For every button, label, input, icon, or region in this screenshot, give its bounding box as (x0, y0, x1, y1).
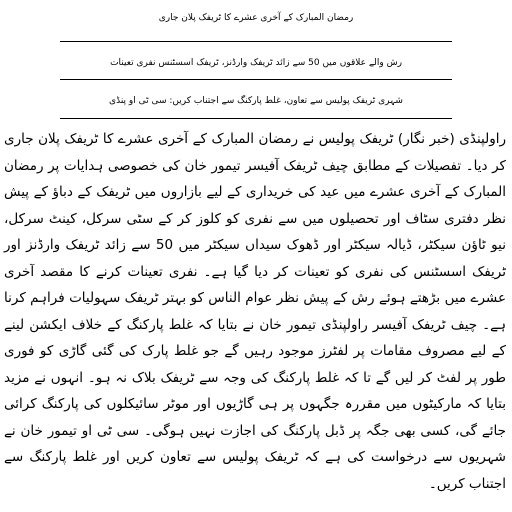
headline-main: رمضان المبارک کے آخری عشرے کا ٹریفک پلان جاری (158, 13, 354, 23)
article-paragraph: راولپنڈی (خبر نگار) ٹریفک پولیس نے رمضان المبارک کے آخری عشرے کا ٹریفک پلان جاری کر دیا۔ تفصیلات کے مطابق چیف ٹریفک آفیسر تیمور خان کی خصوصی ہدایات پر رمضان المبارک کے آخری عشرے میں عید کی خریداری کے لیے بازاروں میں ٹریفک کے دباؤ کے پیش نظر دفتری سٹاف اور تحصیلوں میں سے نفری کو کلوز کر کے سٹی سرکل، کینٹ سرکل، نیو ٹاؤن سیکٹر، ڈیالہ سیکٹر اور ڈھوک سیداں سیکٹر میں 50 سے زائد ٹریفک وارڈنز اور ٹریفک اسسٹنس کی نفری کو تعینات کر دیا گیا ہے۔ نفری تعینات کرنے کا مقصد آخری عشرے میں بڑھتے ہوئے رش کے پیش نظر عوام الناس کو بہتر ٹریفک سہولیات فراہم کرنا ہے۔ چیف ٹریفک آفیسر راولپنڈی تیمور خان نے بتایا کہ غلط پارکنگ کے خلاف ایکشن لینے کے لیے مصروف مقامات پر لفٹرز موجود رہیں گے جو غلط پارک کی گئی گاڑی کو فوری طور پر لفٹ کر لیں گے تا کہ غلط پارکنگ کی وجہ سے ٹریفک بلاک نہ ہو۔ انہوں نے مزید بتایا کہ مارکیٹوں میں مقررہ جگہوں پر ہی گاڑیوں اور موٹر سائیکلوں کی پارکنگ کرائی جائے گی، کسی بھی جگہ پر ڈبل پارکنگ کی اجازت نہیں ہوگی۔ سی ٹی او تیمور خان نے شہریوں سے درخواست کی ہے کہ ٹریفک پولیس سے تعاون کریں اور غلط پارکنگ سے اجتناب کریں۔ (4, 131, 506, 492)
headline-sub-1: رش والے علاقوں میں 50 سے زائد ٹریفک وارڈنز، ٹریفک اسسٹنس نفری تعینات (110, 58, 402, 68)
headline-sub-2: شہری ٹریفک پولیس سے تعاون، غلط پارکنگ سے اجتناب کریں: سی ٹی او پنڈی (109, 96, 403, 106)
headline-divider-1 (60, 41, 452, 42)
headline-divider-2 (60, 79, 452, 80)
headline-divider-3 (60, 118, 452, 119)
article-body (4, 126, 506, 497)
